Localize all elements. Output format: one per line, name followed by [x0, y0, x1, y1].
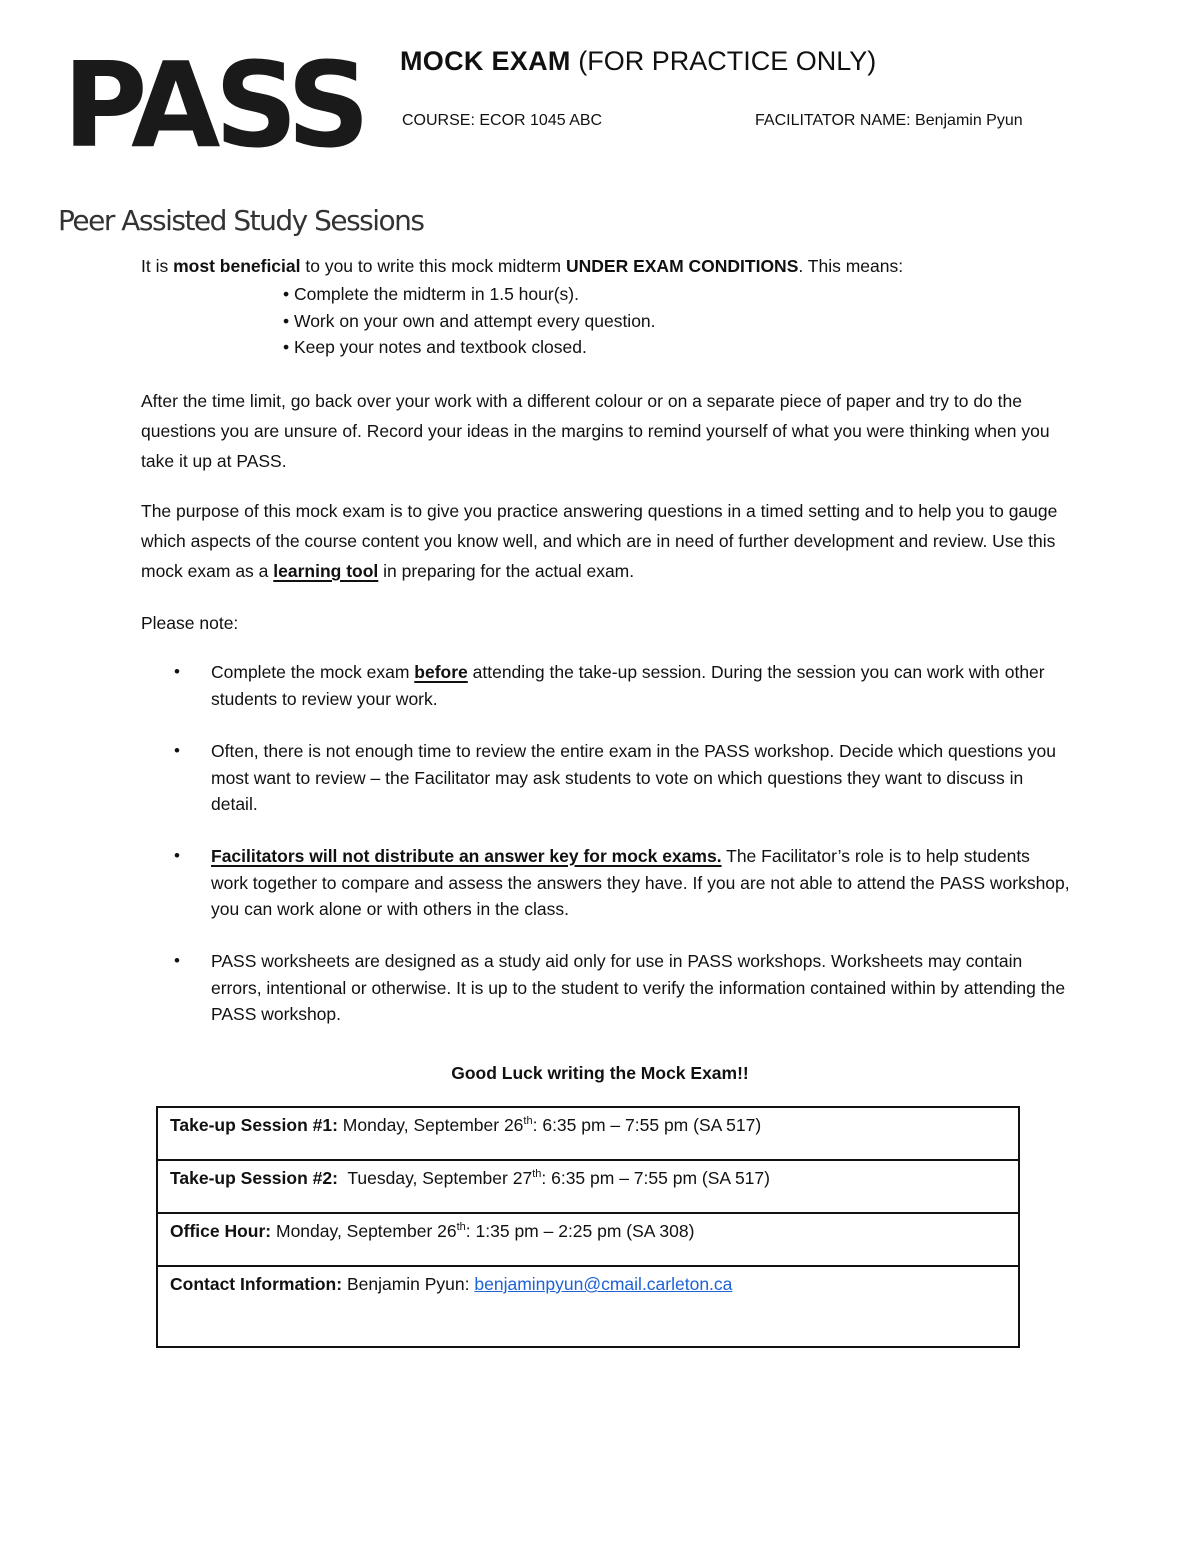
note-3-emphasis: Facilitators will not distribute an answer key for mock exams.	[211, 846, 722, 866]
title-bold: MOCK EXAM	[400, 46, 571, 76]
pass-logo	[56, 36, 424, 237]
intro-bold-1: most beneficial	[173, 256, 301, 276]
note-item: PASS worksheets are designed as a study aid only for use in PASS workshops. Worksheets may contain errors, intentional or otherwise. It is up to the student to verify the information contained within by attending the PASS workshop.	[211, 951, 1066, 1024]
good-luck-message: Good Luck writing the Mock Exam!!	[451, 1063, 749, 1083]
please-note-heading: Please note:	[141, 613, 239, 633]
bullet-marker: •	[174, 741, 180, 760]
table-row	[157, 1266, 1019, 1347]
facilitator-value: Benjamin Pyun	[915, 112, 1023, 129]
purpose-text: The purpose of this mock exam is to give you practice answering questions in a timed setting and to help you to gauge which aspects of the course content you know well, and which are in need of further development and review. Use this mock exam as a	[141, 501, 1058, 581]
title-rest: (FOR PRACTICE ONLY)	[578, 46, 877, 76]
note-item	[211, 843, 1071, 923]
purpose-emphasis: learning tool	[273, 561, 379, 581]
table-row	[157, 1107, 1019, 1160]
page-title	[400, 46, 876, 77]
facilitator-label: FACILITATOR NAME:	[755, 112, 911, 129]
session-1-label: Take-up Session #1:	[170, 1115, 338, 1135]
note-1-text: Complete the mock exam	[211, 662, 415, 682]
note-item: Often, there is not enough time to review the entire exam in the PASS workshop. Decide which questions you most want to review – the Facilitator may ask students to vote on which questions they want to discuss in detail.	[211, 741, 1056, 814]
contact-cell	[157, 1266, 1019, 1347]
course-value: ECOR 1045 ABC	[479, 112, 603, 129]
bullet-marker: •	[174, 846, 180, 865]
office-hour-time: : 1:35 pm – 2:25 pm (SA 308)	[465, 1221, 695, 1241]
office-hour-sup: th	[456, 1221, 466, 1234]
intro-text-1: It is	[141, 256, 174, 276]
session-2-cell	[157, 1160, 1019, 1213]
session-2-time: : 6:35 pm – 7:55 pm (SA 517)	[541, 1168, 770, 1188]
note-3-text: The Facilitator’s role is to help students work together to compare and assess the answers they have. If you are not able to attend the PASS workshop, you can work alone or with others in the class.	[211, 846, 1070, 919]
contact-email-link[interactable]: benjaminpyun@cmail.carleton.ca	[474, 1274, 733, 1294]
facilitator-info	[755, 112, 1023, 130]
session-1-day: Monday, September 26	[337, 1115, 524, 1135]
intro-text-3: . This means:	[798, 256, 904, 276]
logo-subtitle: Peer Assisted Study Sessions	[58, 204, 424, 237]
note-item	[211, 659, 1071, 712]
purpose-paragraph	[141, 496, 1061, 586]
purpose-text-end: in preparing for the actual exam.	[378, 561, 635, 581]
sessions-table	[156, 1106, 1020, 1348]
after-time-paragraph: After the time limit, go back over your work with a different colour or on a separate piece of paper and try to do the questions you are unsure of. Record your ideas in the margins to remind yourself of what you were thinking when you take it up at PASS.	[141, 391, 1050, 471]
condition-item: • Work on your own and attempt every question.	[283, 310, 656, 331]
session-1-sup: th	[523, 1115, 533, 1128]
intro-bold-2: UNDER EXAM CONDITIONS	[566, 256, 799, 276]
logo-title: PASS	[62, 36, 365, 174]
session-2-sup: th	[532, 1168, 542, 1181]
contact-name: Benjamin Pyun:	[342, 1274, 475, 1294]
session-1-cell	[157, 1107, 1019, 1160]
intro-text-2: to you to write this mock midterm	[300, 256, 566, 276]
condition-item: • Complete the midterm in 1.5 hour(s).	[283, 284, 579, 304]
session-2-label: Take-up Session #2:	[170, 1168, 338, 1188]
session-2-day: Tuesday, September 27	[337, 1168, 533, 1188]
office-hour-day: Monday, September 26	[271, 1221, 457, 1241]
office-hour-cell	[157, 1213, 1019, 1266]
condition-item: • Keep your notes and textbook closed.	[283, 337, 587, 357]
table-row	[157, 1213, 1019, 1266]
bullet-marker: •	[174, 951, 180, 970]
course-info	[402, 112, 602, 130]
bullet-marker: •	[174, 662, 180, 681]
conditions-list	[283, 281, 656, 361]
note-1-text-end: attending the take-up session. During the session you can work with other students to review your work.	[211, 662, 1045, 709]
note-1-emphasis: before	[414, 662, 468, 682]
contact-label: Contact Information:	[170, 1274, 343, 1294]
table-row	[157, 1160, 1019, 1213]
office-hour-label: Office Hour:	[170, 1221, 272, 1241]
course-label: COURSE:	[402, 112, 475, 129]
session-1-time: : 6:35 pm – 7:55 pm (SA 517)	[532, 1115, 762, 1135]
intro-paragraph	[141, 251, 1061, 281]
